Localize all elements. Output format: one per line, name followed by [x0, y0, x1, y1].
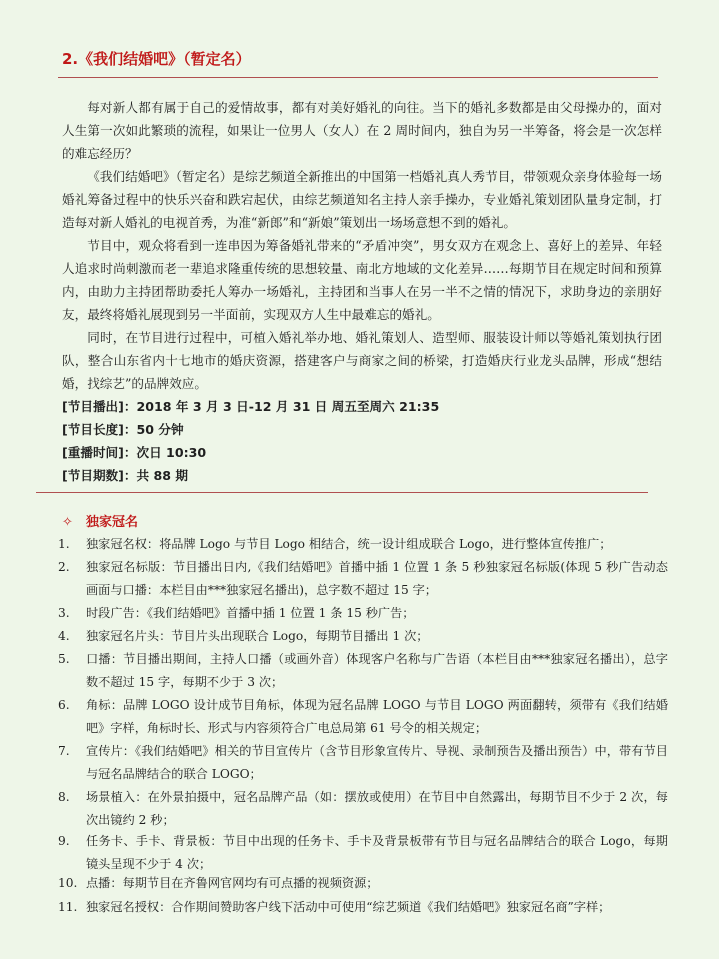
list-item-text: 点播：每期节目在齐鲁网官网均有可点播的视频资源；: [86, 876, 379, 890]
list-item: [58, 602, 668, 625]
list-item-number: 11.: [58, 900, 78, 914]
list-item-number: 1.: [58, 537, 70, 551]
list-item: [58, 556, 668, 602]
section-title: 2.《我们结婚吧》（暂定名）: [62, 50, 251, 68]
list-item: [58, 740, 668, 786]
list-item: [58, 896, 668, 919]
list-item-number: 3.: [58, 606, 70, 620]
list-item-number: 8.: [58, 790, 70, 804]
paragraph: 每对新人都有属于自己的爱情故事，都有对美好婚礼的向往。当下的婚礼多数都是由父母操办的，面对人生第一次如此繁琐的流程，如果让一位男人（女人）在 2 周时间内，独自为另一半筹备，将会是一次怎样的难忘经历？: [62, 100, 662, 161]
list-item: [58, 625, 668, 648]
list-item-text: 场景植入：在外景拍摄中，冠名品牌产品（如：摆放或使用）在节目中自然露出，每期节目不少于 2 次，每次出镜约 2 秒；: [86, 790, 668, 827]
list-item-text: 口播：节目播出期间，主持人口播（或画外音）体现客户名称与广告语（本栏目由***独家冠名播出），总字数不超过 15 字，每期不少于 3 次；: [86, 652, 668, 689]
list-item-number: 10.: [58, 876, 78, 890]
list-item: [58, 648, 668, 694]
info-airtime: [节目播出]：2018 年 3 月 3 日-12 月 31 日 周五至周六 21:35: [62, 399, 440, 414]
info-replay: [重播时间]：次日 10:30: [62, 445, 207, 460]
list-item: [58, 533, 668, 556]
list-item-number: 4.: [58, 629, 70, 643]
list-item: [58, 694, 668, 740]
list-item: [58, 786, 668, 832]
list-item-text: 宣传片：《我们结婚吧》相关的节目宣传片（含节目形象宣传片、导视、录制预告及播出预告）中，带有节目与冠名品牌结合的联合 LOGO；: [86, 744, 668, 781]
list-item-number: 6.: [58, 698, 70, 712]
list-item: [58, 830, 668, 876]
paragraph: 同时，在节目进行过程中，可植入婚礼举办地、婚礼策划人、造型师、服装设计师以等婚礼策划执行团队，整合山东省内十七地市的婚庆资源，搭建客户与商家之间的桥梁，打造婚庆行业龙头品牌，形成“想结婚，找综艺”的品牌效应。: [62, 330, 662, 391]
info-episodes: [节目期数]：共 88 期: [62, 468, 188, 483]
list-item-number: 9.: [58, 834, 70, 848]
paragraph: 节目中，观众将看到一连串因为筹备婚礼带来的“矛盾冲突”，男女双方在观念上、喜好上的差异、年轻人追求时尚刺激而老一辈追求隆重传统的思想较量、南北方地域的文化差异……每期节目在规定时间和预算内，由助力主持团帮助委托人筹办一场婚礼，主持团和当事人在另一半不之情的情况下，求助身边的亲朋好友，最终将婚礼展现到另一半面前，实现双方人生中最难忘的婚礼。: [62, 238, 662, 322]
list-item-text: 角标：品牌 LOGO 设计成节目角标，体现为冠名品牌 LOGO 与节目 LOGO 两面翻转，须带有《我们结婚吧》字样，角标时长、形式与内容须符合广电总局第 61 号令的相关规定；: [86, 698, 668, 735]
list-item-text: 独家冠名权：将品牌 Logo 与节目 Logo 相结合，统一设计组成联合 Logo，进行整体宣传推广；: [86, 537, 612, 551]
subsection-title: [62, 511, 138, 530]
list-item: [58, 872, 668, 895]
list-item-text: 独家冠名授权：合作期间赞助客户线下活动中可使用“综艺频道《我们结婚吧》独家冠名商”字样；: [86, 900, 611, 914]
list-item-text: 时段广告：《我们结婚吧》首播中插 1 位置 1 条 15 秒广告；: [86, 606, 415, 620]
list-item-text: 独家冠名片头：节目片头出现联合 Logo，每期节目播出 1 次；: [86, 629, 429, 643]
list-item-number: 5.: [58, 652, 70, 666]
diamond-bullet-icon: ✧: [62, 515, 73, 530]
info-length: [节目长度]：50 分钟: [62, 422, 184, 437]
list-item-text: 独家冠名标版：节目播出日内,《我们结婚吧》首播中插 1 位置 1 条 5 秒独家冠名标版(体现 5 秒广告动态画面与口播：本栏目由***独家冠名播出)，总字数不超过 15 字；: [86, 560, 668, 597]
divider: [36, 492, 648, 493]
subsection-title-text: 独家冠名: [86, 515, 139, 530]
list-item-number: 2.: [58, 560, 70, 574]
divider: [58, 77, 658, 78]
paragraph: 《我们结婚吧》（暂定名）是综艺频道全新推出的中国第一档婚礼真人秀节目，带领观众亲身体验每一场婚礼筹备过程中的快乐兴奋和跌宕起伏，由综艺频道知名主持人亲手操办，专业婚礼策划团队量身定制，打造每对新人婚礼的电视首秀，为准“新郎”和“新娘”策划出一场场意想不到的婚礼。: [62, 169, 662, 230]
list-item-text: 任务卡、手卡、背景板：节目中出现的任务卡、手卡及背景板带有节目与冠名品牌结合的联合 Logo，每期镜头呈现不少于 4 次；: [86, 834, 668, 871]
list-item-number: 7.: [58, 744, 70, 758]
